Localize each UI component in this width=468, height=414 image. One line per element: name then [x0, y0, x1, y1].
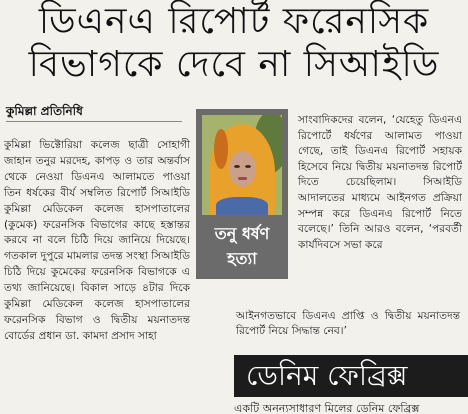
photo-eye-right: [245, 165, 251, 168]
article-wide-paragraph: [236, 298, 460, 350]
photo-face: [229, 151, 256, 187]
victim-photo: [202, 115, 282, 215]
advertisement-strip: একটি অনন্যসাধারণ মিলের ডেনিম ফেব্রিক্স: [234, 402, 420, 414]
photo-box: [196, 109, 288, 279]
article-right-column: [298, 113, 462, 253]
headline-line-2: বিভাগকে দেবে না সিআইডি: [28, 44, 440, 85]
photo-shirt: [216, 197, 268, 215]
left-column-text: কুমিল্লা ভিক্টোরিয়া কলেজ ছাত্রী সোহাগী জাহান তনুর মরদেহ, কাপড় ও তার অন্তর্বাস থেকে নেওয়া ডিএনএ আলামতে পাওয়া তিন ধর্ষকের বীর্য সম্বলিত রিপোর্ট সিআইডি কুমিল্লা মেডিকেল কলেজ হাসপাতালের (কুমেক) ফরেনসিক বিভাগের কাছে হস্তান্তর করবে না বলে চিঠি দিয়ে জানিয়ে দিয়েছে। গতকাল দুপুরে মামলার তদন্ত সংস্থা সিআইডি চিঠি দিয়ে কুমেকের ফরেনসিক বিভাগকে এ তথ্য জানিয়েছে। বিকাল সাড়ে ৪টার দিকে কুমিল্লা মেডিকেল কলেজ হাসপাতালের ফরেনসিক বিভাগ ও দ্বিতীয় ময়নাতদন্ত বোর্ডের প্রধান ডা. কামদা প্রসাদ সাহা: [4, 139, 190, 342]
byline-rule: [6, 121, 182, 122]
photo-eye-left: [234, 165, 240, 168]
advertisement-banner: ডেনিম ফেব্রিক্স: [234, 355, 468, 397]
photo-mouth: [238, 177, 247, 180]
caption-line-1: তনু ধর্ষণ: [214, 224, 270, 243]
caption-line-2: হত্যা: [227, 249, 257, 268]
byline: কুমিল্লা প্রতিনিধি: [6, 104, 83, 118]
headline-line-1: ডিএনএ রিপোর্ট ফরেনসিক: [38, 1, 430, 42]
wide-paragraph-text: আইনগতভাবে ডিএনএ প্রাপ্তি ও দ্বিতীয় ময়নাতদন্ত রিপোর্ট নিয়ে সিদ্ধান্ত নেব।’: [236, 309, 460, 338]
photo-caption: [196, 221, 288, 271]
right-column-text: সাংবাদিকদের বলেন, ‘যেহেতু ডিএনএ রিপোর্টে ধর্ষণের আলামত পাওয়া গেছে, তাই ডিএনএ রিপোর্ট সহায়ক হিসেবে নিয়ে দ্বিতীয় ময়নাতদন্ত রিপোর্ট দিতে চেয়েছিলাম। সিআইডি আদালতের মাধ্যমে আইনগত প্রক্রিয়া সম্পন্ন করে ডিএনএ রিপোর্ট নিতে বলেছে।’ তিনি আরও বলেন, ‘পরবর্তী কার্যদিবসে সভা করে: [298, 114, 462, 251]
article-left-column: [4, 138, 190, 345]
headline: [0, 0, 468, 86]
photo-headscarf-fold: [214, 129, 228, 169]
